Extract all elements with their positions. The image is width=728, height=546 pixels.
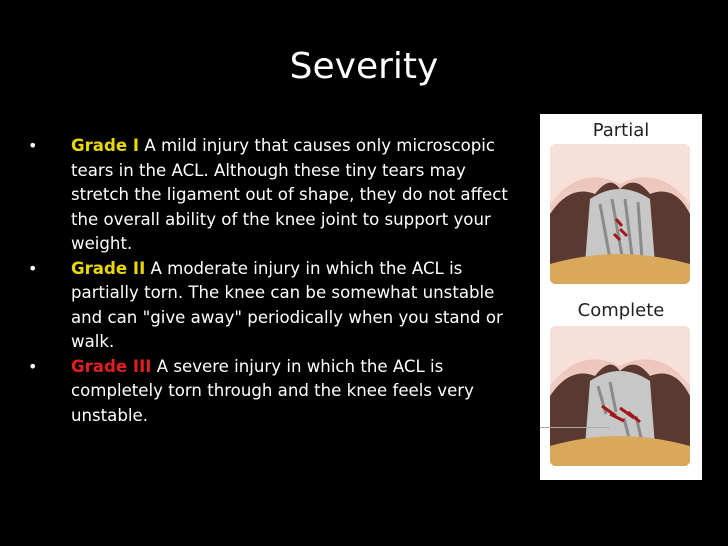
bullet-item-grade-3 (28, 355, 528, 429)
complete-tear-icon (550, 326, 690, 466)
bullet-dot-icon: • (28, 136, 38, 155)
bullet-item-grade-2 (28, 257, 528, 355)
bullet-text: A severe injury in which the ACL is completely torn through and the knee feels very unstable. (71, 356, 474, 425)
complete-label: Complete (577, 300, 665, 321)
grade-label: Grade II (71, 258, 146, 278)
partial-tear-icon (550, 144, 690, 284)
bullet-item-grade-1 (28, 134, 528, 257)
slide-title: Severity (289, 46, 439, 87)
pointer-line (540, 427, 610, 428)
complete-tear-image (550, 326, 690, 466)
bullet-dot-icon: • (28, 356, 38, 376)
partial-label: Partial (592, 120, 650, 141)
bullet-text: A moderate injury in which the ACL is partially torn. The knee can be somewhat unstable and can "give away" periodically when you stand or walk. (71, 258, 503, 351)
bullet-dot-icon: • (28, 258, 38, 278)
grade-label: Grade I (71, 136, 140, 155)
grade-label: Grade III (71, 356, 152, 376)
bullet-text: A mild injury that causes only microscopic tears in the ACL. Although these tiny tears may stretch the ligament out of shape, they do not affect the overall ability of the knee joint to support your weight. (71, 136, 508, 253)
acl-illustration (540, 114, 702, 480)
bullet-list (28, 134, 528, 428)
partial-tear-image (550, 144, 690, 284)
